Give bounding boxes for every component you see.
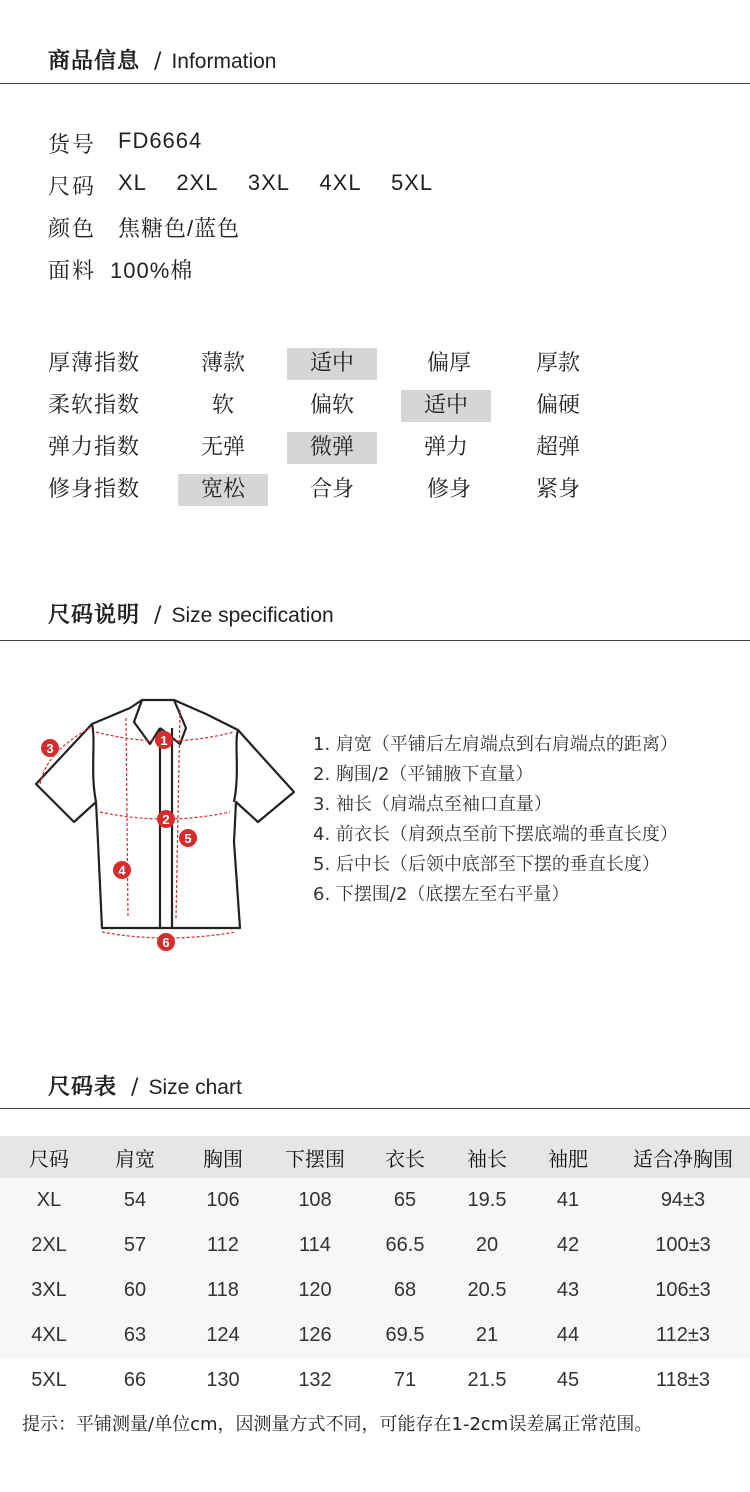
spec-item: 3. 袖长（肩端点至袖口直量）	[313, 794, 552, 815]
table-cell: 19.5	[467, 1189, 507, 1211]
info-row-color	[48, 212, 240, 243]
index-row-softness	[0, 390, 750, 422]
table-cell: 42	[556, 1234, 580, 1256]
table-row	[0, 1223, 750, 1268]
index-option-selected: 微弹	[287, 432, 377, 464]
table-cell: 4XL	[31, 1324, 67, 1346]
table-cell: 57	[123, 1234, 147, 1256]
section-slash: /	[131, 1075, 139, 1100]
index-label: 厚薄指数	[48, 351, 141, 376]
table-cell: 20	[475, 1234, 499, 1256]
table-cell: 45	[556, 1369, 580, 1391]
section-slash: /	[154, 603, 162, 628]
info-row-size	[48, 170, 433, 201]
index-option: 软	[211, 393, 234, 418]
divider	[0, 640, 750, 641]
marker-2-label: 2	[162, 812, 170, 827]
table-cell: 60	[123, 1279, 147, 1301]
table-row	[0, 1313, 750, 1358]
index-option: 合身	[309, 477, 354, 502]
section-title-en: Size specification	[171, 604, 334, 627]
section-title-cn: 尺码表	[48, 1075, 118, 1100]
index-row-thickness	[0, 348, 750, 380]
section-title-cn: 商品信息	[48, 49, 141, 74]
marker-1-label: 1	[160, 733, 168, 748]
column-header: 衣长	[356, 1136, 454, 1178]
index-option: 修身	[426, 477, 471, 502]
spec-item: 1. 肩宽（平铺后左肩端点到右肩端点的距离）	[313, 734, 678, 755]
table-cell: 44	[556, 1324, 580, 1346]
table-cell: 94±3	[660, 1189, 706, 1211]
marker-6-label: 6	[162, 935, 170, 950]
table-cell: 118±3	[656, 1369, 710, 1391]
index-option: 偏软	[309, 393, 354, 418]
column-header: 适合净胸围	[616, 1136, 750, 1178]
column-header: 肩宽	[98, 1136, 172, 1178]
index-option: 薄款	[200, 351, 245, 376]
table-cell: 106	[206, 1189, 240, 1211]
table-cell: 118	[207, 1279, 239, 1301]
measurement-note: 提示：平铺测量/单位cm，因测量方式不同，可能存在1-2cm误差属正常范围。	[22, 1414, 653, 1435]
index-option-selected: 适中	[287, 348, 377, 380]
table-cell: 41	[556, 1189, 580, 1211]
index-option: 偏厚	[426, 351, 471, 376]
table-cell: 120	[298, 1279, 332, 1301]
table-cell: 5XL	[31, 1369, 67, 1391]
size-spec-section-header	[48, 598, 334, 629]
table-cell: 126	[298, 1324, 332, 1346]
table-cell: 69.5	[385, 1324, 425, 1346]
divider	[0, 1108, 750, 1109]
table-cell: 106±3	[655, 1279, 711, 1301]
info-value: FD6664	[118, 128, 203, 153]
table-cell: 124	[206, 1324, 240, 1346]
table-cell: 20.5	[467, 1279, 507, 1301]
measure-lines	[40, 710, 236, 938]
spec-item: 6. 下摆围/2（底摆左至右平量）	[313, 884, 570, 905]
measure-markers	[41, 731, 197, 951]
table-cell: 68	[393, 1279, 417, 1301]
index-option: 厚款	[535, 351, 580, 376]
index-option-selected: 宽松	[178, 474, 268, 506]
section-title-en: Size chart	[148, 1076, 242, 1099]
index-label: 柔软指数	[48, 393, 141, 418]
table-cell: 100±3	[655, 1234, 711, 1256]
table-cell: XL	[36, 1189, 62, 1211]
shirt-measurement-diagram	[30, 692, 300, 960]
info-row-item-no	[48, 128, 202, 159]
divider	[0, 83, 750, 84]
size-table	[0, 1136, 750, 1403]
index-option: 弹力	[423, 435, 468, 460]
info-key: 货号	[48, 133, 97, 158]
table-cell: 71	[393, 1369, 417, 1391]
table-cell: 54	[123, 1189, 147, 1211]
table-cell: 63	[123, 1324, 147, 1346]
info-key: 尺码	[48, 175, 97, 200]
table-cell: 66	[123, 1369, 147, 1391]
index-option-selected: 适中	[401, 390, 491, 422]
table-cell: 65	[393, 1189, 417, 1211]
table-cell: 108	[298, 1189, 332, 1211]
table-cell: 130	[206, 1369, 240, 1391]
table-cell: 43	[556, 1279, 580, 1301]
column-header: 袖长	[454, 1136, 520, 1178]
info-section-header	[48, 44, 277, 75]
table-row	[0, 1268, 750, 1313]
column-header: 尺码	[0, 1136, 98, 1178]
index-option: 超弹	[535, 435, 580, 460]
info-value: 100%棉	[110, 258, 194, 283]
index-label: 弹力指数	[48, 435, 141, 460]
index-label: 修身指数	[48, 477, 141, 502]
table-cell: 66.5	[385, 1234, 425, 1256]
index-row-fit	[0, 474, 750, 506]
marker-5-label: 5	[184, 831, 192, 846]
column-header: 袖肥	[520, 1136, 616, 1178]
info-value: 焦糖色/蓝色	[118, 216, 241, 241]
spec-item: 2. 胸围/2（平铺腋下直量）	[313, 764, 534, 785]
table-header-row	[0, 1136, 750, 1178]
table-cell: 132	[298, 1369, 332, 1391]
index-option: 紧身	[535, 477, 580, 502]
section-title-cn: 尺码说明	[48, 603, 141, 628]
index-option: 偏硬	[535, 393, 580, 418]
table-row	[0, 1358, 750, 1403]
spec-item: 4. 前衣长（肩颈点至前下摆底端的垂直长度）	[313, 824, 678, 845]
table-cell: 114	[299, 1234, 331, 1256]
table-cell: 112±3	[656, 1324, 710, 1346]
column-header: 下摆围	[274, 1136, 356, 1178]
spec-list	[313, 730, 678, 910]
marker-3-label: 3	[46, 741, 54, 756]
size-chart-section-header	[48, 1070, 242, 1101]
column-header: 胸围	[172, 1136, 274, 1178]
table-cell: 21	[475, 1324, 499, 1346]
info-key: 颜色	[48, 217, 97, 242]
index-row-elasticity	[0, 432, 750, 464]
marker-4-label: 4	[118, 863, 126, 878]
table-cell: 2XL	[31, 1234, 67, 1256]
table-cell: 3XL	[31, 1279, 67, 1301]
section-slash: /	[154, 49, 162, 74]
spec-item: 5. 后中长（后领中底部至下摆的垂直长度）	[313, 854, 660, 875]
section-title-en: Information	[171, 50, 277, 73]
table-cell: 21.5	[467, 1369, 507, 1391]
info-value: XL 2XL 3XL 4XL 5XL	[118, 170, 434, 195]
index-option: 无弹	[200, 435, 245, 460]
info-row-fabric	[48, 254, 193, 285]
table-row	[0, 1178, 750, 1223]
table-cell: 112	[207, 1234, 239, 1256]
info-key: 面料	[48, 259, 97, 284]
